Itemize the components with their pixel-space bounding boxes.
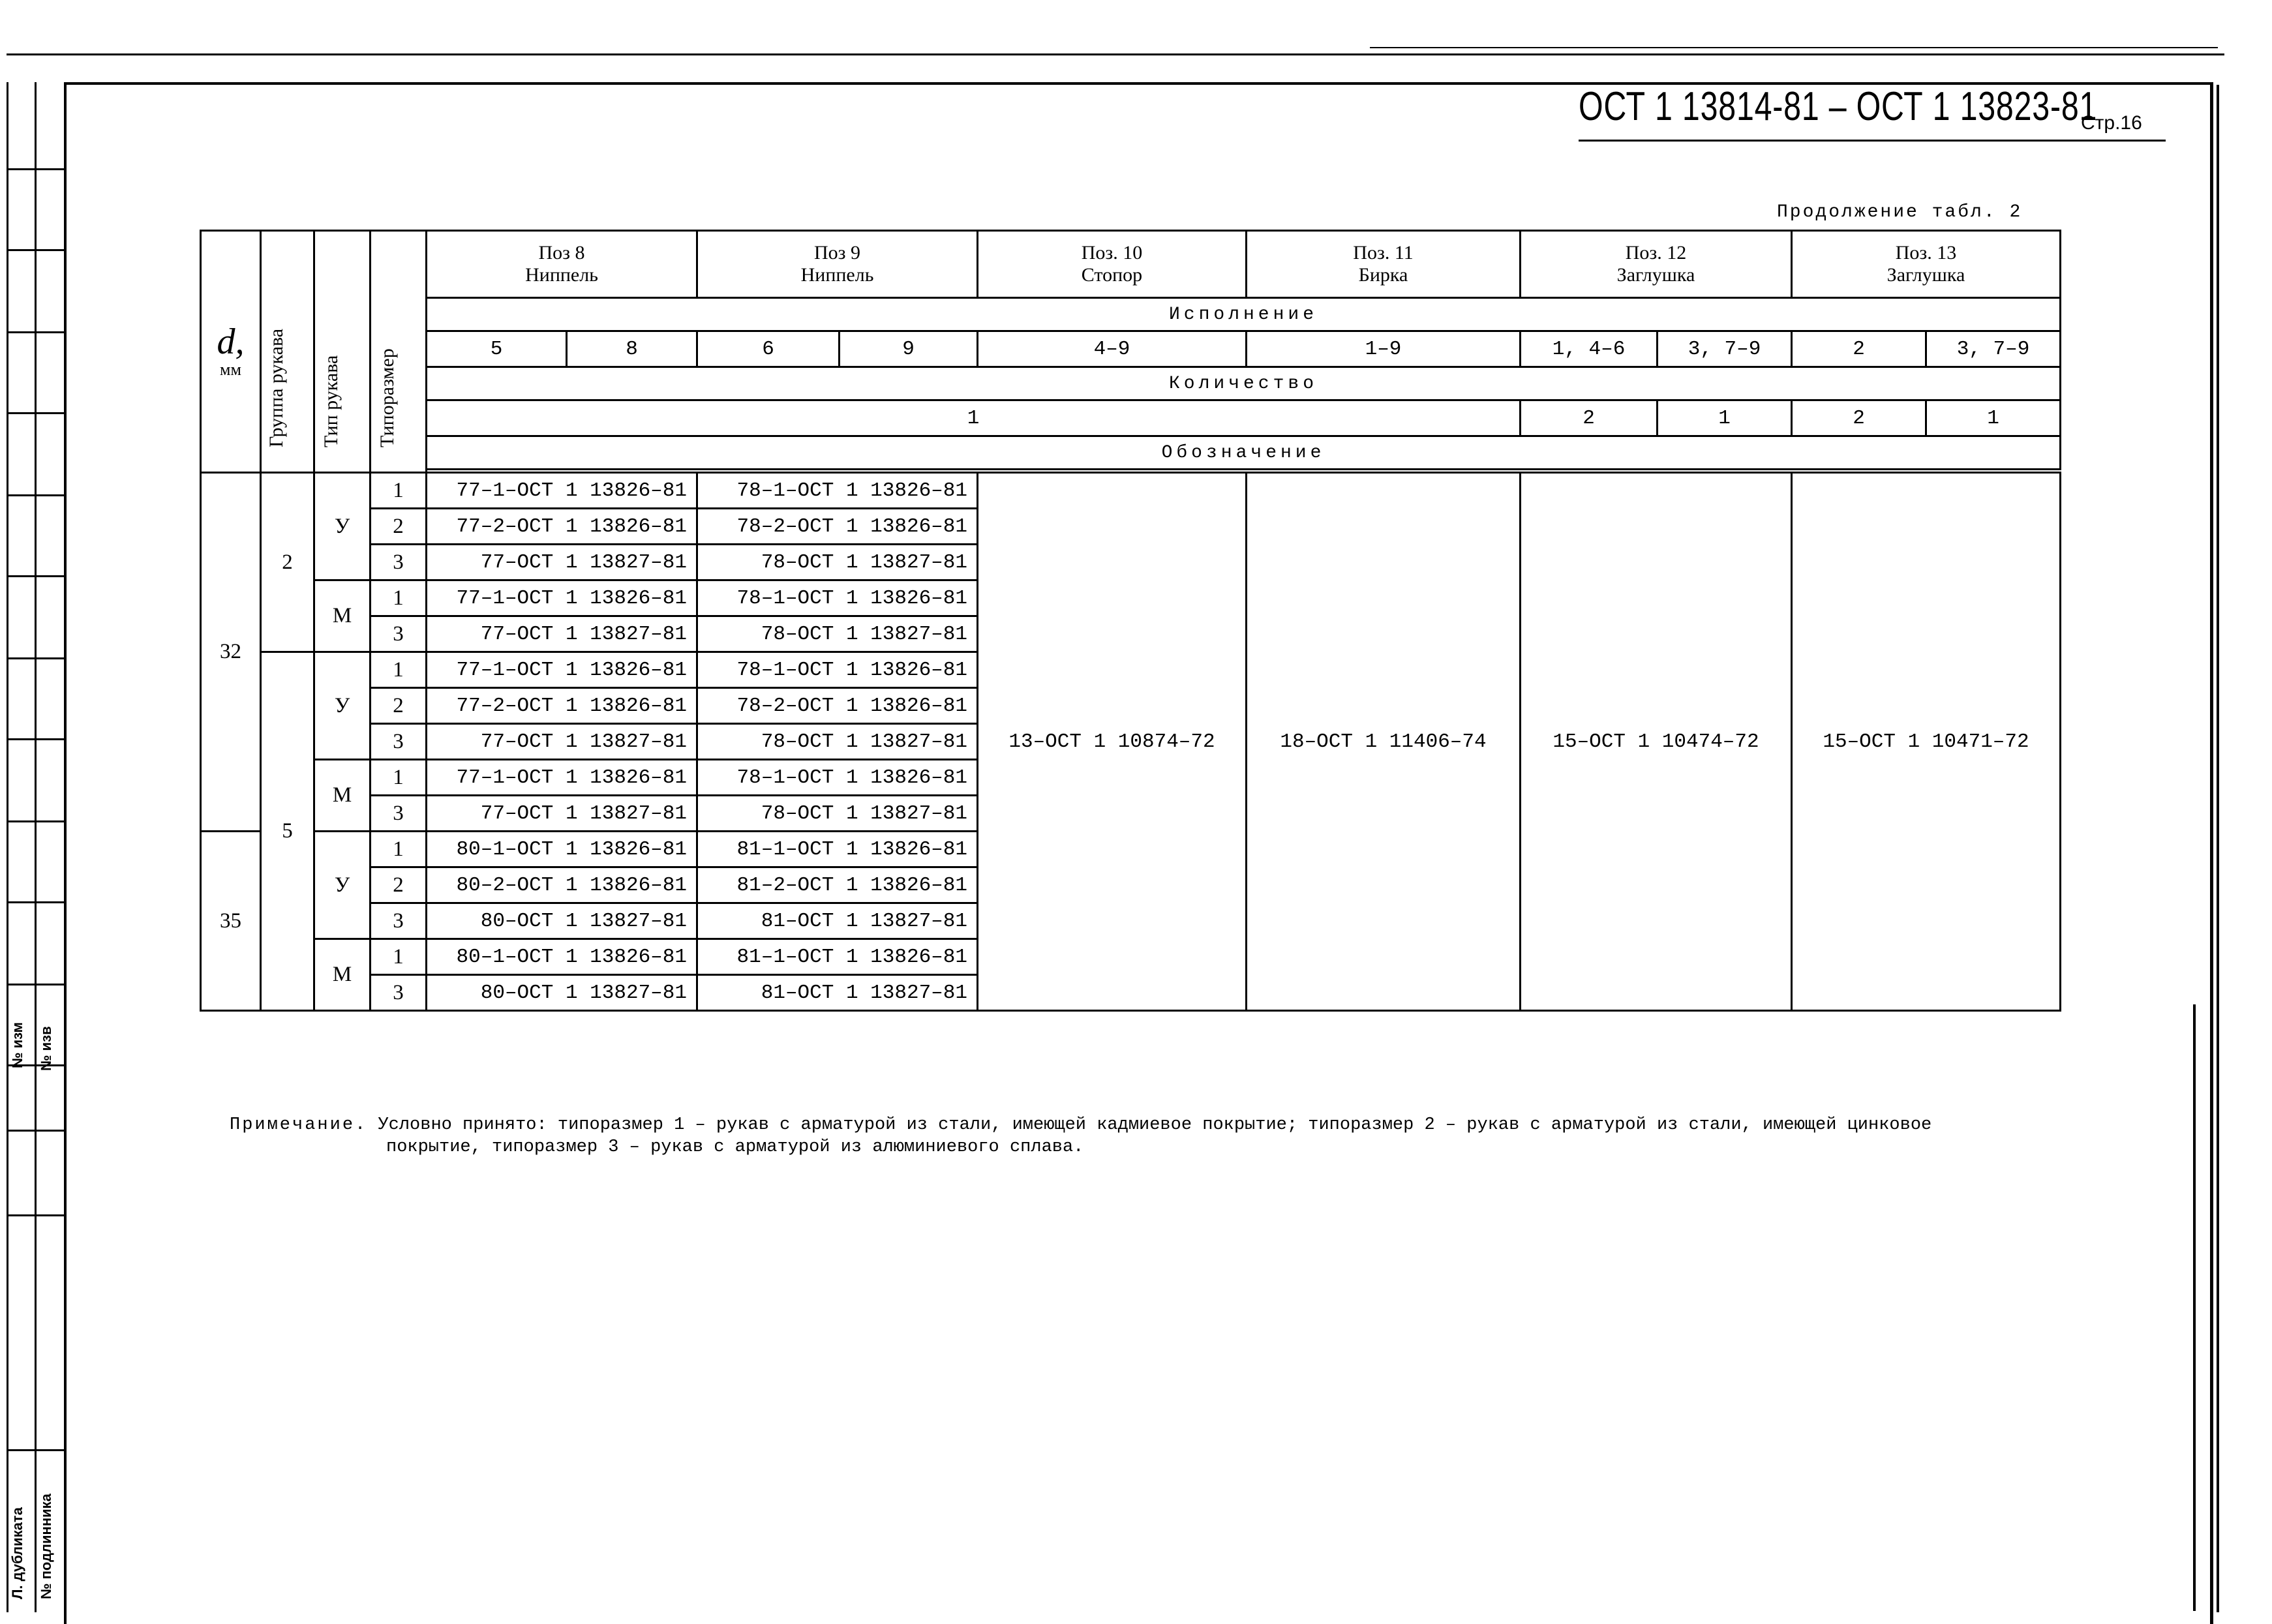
- strip-label-change-no: № изм: [9, 1022, 25, 1068]
- header-pos9: Поз 9 Ниппель: [697, 231, 978, 298]
- pos9-designation: 78–ОСТ 1 13827–81: [697, 616, 978, 652]
- pos9-designation: 81–2–ОСТ 1 13826–81: [697, 867, 978, 903]
- version-cell: 9: [840, 331, 978, 367]
- strip-label-original: № подлинника: [38, 1494, 54, 1599]
- strip-label-duplicate: Л. дубликата: [9, 1507, 25, 1599]
- pos9-designation: 78–1–ОСТ 1 13826–81: [697, 473, 978, 509]
- header-pos12: Поз. 12 Заглушка: [1521, 231, 1792, 298]
- pos8-designation: 80–1–ОСТ 1 13826–81: [427, 939, 697, 975]
- top-rule-short: [1370, 47, 2218, 48]
- header-kolichestvo: Количество: [427, 367, 2061, 400]
- header-ispolnenie: Исполнение: [427, 298, 2061, 331]
- pos9-designation: 81–ОСТ 1 13827–81: [697, 975, 978, 1011]
- size-cell: 2: [371, 509, 427, 545]
- pos9-designation: 78–ОСТ 1 13827–81: [697, 724, 978, 760]
- pos8-designation: 77–1–ОСТ 1 13826–81: [427, 652, 697, 688]
- header-hose-type: Тип рукава: [314, 231, 371, 473]
- size-cell: 1: [371, 652, 427, 688]
- pos8-designation: 80–ОСТ 1 13827–81: [427, 903, 697, 939]
- size-cell: 3: [371, 796, 427, 832]
- type-cell: М: [314, 580, 371, 652]
- page-number: Стр.16: [2081, 112, 2142, 134]
- pos8-designation: 77–ОСТ 1 13827–81: [427, 796, 697, 832]
- note-line-2: покрытие, типоразмер 3 – рукав с арматурой из алюминиевого сплава.: [386, 1137, 1084, 1157]
- type-cell: У: [314, 652, 371, 760]
- size-cell: 3: [371, 975, 427, 1011]
- version-cell: 1, 4–6: [1521, 331, 1658, 367]
- quantity-cell: 1: [1926, 400, 2061, 436]
- type-cell: М: [314, 760, 371, 832]
- pos11-designation: 18–ОСТ 1 11406–74: [1247, 473, 1521, 1011]
- size-cell: 2: [371, 867, 427, 903]
- pos13-designation: 15–ОСТ 1 10471–72: [1792, 473, 2061, 1011]
- header-hose-group: Группа рукава: [261, 231, 314, 473]
- size-cell: 3: [371, 545, 427, 580]
- version-cell: 4–9: [978, 331, 1247, 367]
- size-cell: 1: [371, 832, 427, 867]
- pos9-designation: 78–1–ОСТ 1 13826–81: [697, 580, 978, 616]
- pos12-designation: 15–ОСТ 1 10474–72: [1521, 473, 1792, 1011]
- pos9-designation: 78–ОСТ 1 13827–81: [697, 796, 978, 832]
- outer-frame-line-lower: [2193, 1004, 2196, 1611]
- table-note: [230, 1114, 2056, 1158]
- header-diameter: d, мм: [201, 231, 261, 473]
- top-rule: [7, 53, 2224, 55]
- outer-frame-line: [2217, 85, 2219, 1612]
- size-cell: 1: [371, 939, 427, 975]
- size-cell: 1: [371, 760, 427, 796]
- header-size: Типоразмер: [371, 231, 427, 473]
- version-cell: 8: [567, 331, 697, 367]
- table-continuation-caption: Продолжение табл. 2: [1777, 202, 2023, 222]
- strip-label-notice-no: № изв: [38, 1026, 54, 1071]
- header-pos8: Поз 8 Ниппель: [427, 231, 697, 298]
- quantity-cell: 1: [1658, 400, 1792, 436]
- pos8-designation: 77–1–ОСТ 1 13826–81: [427, 760, 697, 796]
- size-cell: 1: [371, 580, 427, 616]
- group-cell: 5: [261, 652, 314, 1011]
- pos9-designation: 78–ОСТ 1 13827–81: [697, 545, 978, 580]
- pos9-designation: 78–1–ОСТ 1 13826–81: [697, 760, 978, 796]
- size-cell: 1: [371, 473, 427, 509]
- version-cell: 6: [697, 331, 840, 367]
- pos8-designation: 77–ОСТ 1 13827–81: [427, 545, 697, 580]
- version-cell: 3, 7–9: [1926, 331, 2061, 367]
- pos8-designation: 80–2–ОСТ 1 13826–81: [427, 867, 697, 903]
- version-cell: 3, 7–9: [1658, 331, 1792, 367]
- note-line-1: Условно принято: типоразмер 1 – рукав с арматурой из стали, имеющей кадмиевое покрытие; типоразмер 2 – рукав с арматурой из стали, имеющей цинковое: [378, 1115, 1932, 1135]
- pos8-designation: 77–ОСТ 1 13827–81: [427, 724, 697, 760]
- version-cell: 2: [1792, 331, 1926, 367]
- diameter-cell: 35: [201, 832, 261, 1011]
- pos8-designation: 77–2–ОСТ 1 13826–81: [427, 509, 697, 545]
- size-cell: 2: [371, 688, 427, 724]
- note-label: Примечание.: [230, 1115, 368, 1135]
- version-cell: 1–9: [1247, 331, 1521, 367]
- size-cell: 3: [371, 616, 427, 652]
- header-pos13: Поз. 13 Заглушка: [1792, 231, 2061, 298]
- pos10-designation: 13–ОСТ 1 10874–72: [978, 473, 1247, 1011]
- pos9-designation: 78–2–ОСТ 1 13826–81: [697, 509, 978, 545]
- type-cell: У: [314, 473, 371, 580]
- stamp-strip: [7, 82, 67, 1612]
- type-cell: М: [314, 939, 371, 1011]
- pos9-designation: 78–1–ОСТ 1 13826–81: [697, 652, 978, 688]
- pos8-designation: 77–1–ОСТ 1 13826–81: [427, 580, 697, 616]
- pos8-designation: 80–1–ОСТ 1 13826–81: [427, 832, 697, 867]
- document-code-underline: [1579, 140, 2166, 142]
- pos9-designation: 81–ОСТ 1 13827–81: [697, 903, 978, 939]
- quantity-cell: 1: [427, 400, 1521, 436]
- pos9-designation: 81–1–ОСТ 1 13826–81: [697, 832, 978, 867]
- specification-table: [200, 230, 2061, 1012]
- header-pos10: Поз. 10 Стопор: [978, 231, 1247, 298]
- type-cell: У: [314, 832, 371, 939]
- document-code: ОСТ 1 13814-81 – ОСТ 1 13823-81: [1579, 84, 2098, 129]
- diameter-cell: 32: [201, 473, 261, 832]
- size-cell: 3: [371, 903, 427, 939]
- group-cell: 2: [261, 473, 314, 652]
- pos8-designation: 77–ОСТ 1 13827–81: [427, 616, 697, 652]
- quantity-cell: 2: [1521, 400, 1658, 436]
- version-cell: 5: [427, 331, 567, 367]
- pos9-designation: 78–2–ОСТ 1 13826–81: [697, 688, 978, 724]
- pos9-designation: 81–1–ОСТ 1 13826–81: [697, 939, 978, 975]
- quantity-cell: 2: [1792, 400, 1926, 436]
- header-oboznachenie: Обозначение: [427, 436, 2061, 470]
- header-pos11: Поз. 11 Бирка: [1247, 231, 1521, 298]
- pos8-designation: 77–2–ОСТ 1 13826–81: [427, 688, 697, 724]
- pos8-designation: 80–ОСТ 1 13827–81: [427, 975, 697, 1011]
- pos8-designation: 77–1–ОСТ 1 13826–81: [427, 473, 697, 509]
- size-cell: 3: [371, 724, 427, 760]
